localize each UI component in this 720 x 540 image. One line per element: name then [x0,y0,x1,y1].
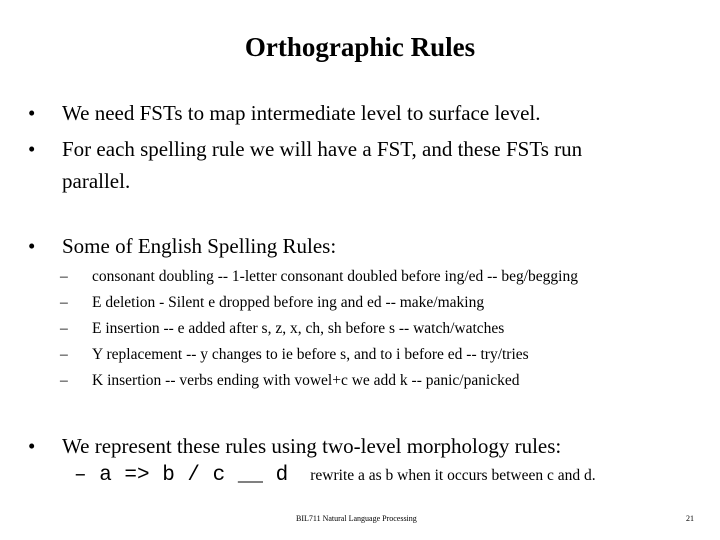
bullet-text: We represent these rules using two-level morphology rules: [62,434,562,458]
dash-icon: – [60,346,68,363]
bullet-text: For each spelling rule we will have a FST, and these FSTs run [62,137,583,161]
sub-item-text: K insertion -- verbs ending with vowel+c we add k -- panic/panicked [92,372,520,389]
footer-page-number: 21 [686,514,694,523]
bullet-icon: • [28,101,36,125]
bullet-icon: • [28,434,36,458]
sub-item-text: E deletion - Silent e dropped before ing and ed -- make/making [92,294,485,311]
bullet-icon: • [28,137,36,161]
bullet-text: We need FSTs to map intermediate level to surface level. [62,101,541,125]
sub-item-text: Y replacement -- y changes to ie before s, and to i before ed -- try/tries [92,346,529,363]
footer-course: BIL711 Natural Language Processing [296,514,417,523]
rule-code: – a => b / c __ d [74,464,289,487]
slide-title: Orthographic Rules [244,32,476,62]
rule-example [74,464,596,487]
rule-description: rewrite a as b when it occurs between c and d. [310,467,596,484]
bullet-text: Some of English Spelling Rules: [62,234,337,258]
dash-icon: – [60,372,68,389]
sub-item-text: E insertion -- e added after s, z, x, ch, sh before s -- watch/watches [92,320,505,337]
dash-icon: – [60,320,68,337]
bullet-icon: • [28,234,36,258]
dash-icon: – [60,268,68,285]
sub-item-text: consonant doubling -- 1-letter consonant doubled before ing/ed -- beg/begging [92,268,578,285]
dash-icon: – [60,294,68,311]
bullet-text: parallel. [62,169,131,193]
